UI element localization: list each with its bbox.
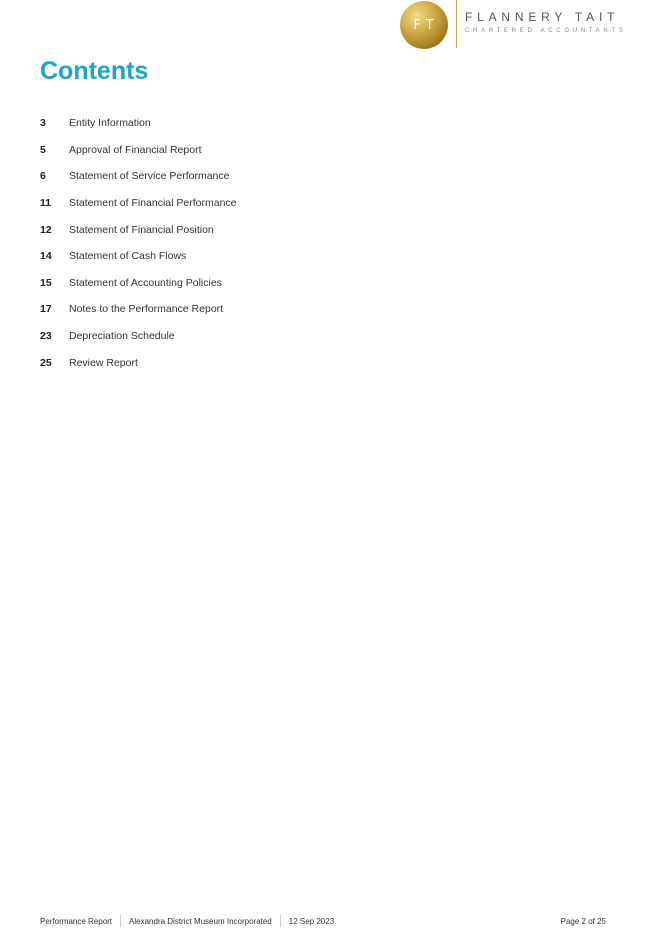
toc-entry[interactable] <box>40 163 237 190</box>
toc-page-number: 17 <box>40 303 52 316</box>
footer-divider <box>280 915 281 927</box>
logo-tagline: CHARTERED ACCOUNTANTS <box>465 28 627 34</box>
company-logo <box>398 0 645 50</box>
toc-label: Statement of Financial Position <box>69 223 214 236</box>
footer-divider <box>120 915 121 927</box>
toc-page-number: 5 <box>40 143 46 156</box>
toc-page-number: 11 <box>40 197 52 210</box>
toc-label: Statement of Accounting Policies <box>69 276 222 289</box>
logo-company-name: FLANNERY TAIT <box>465 10 620 24</box>
toc-page-number: 3 <box>40 117 46 130</box>
toc-label: Depreciation Schedule <box>69 330 175 343</box>
toc-page-number: 15 <box>40 276 52 289</box>
logo-emblem <box>400 1 448 49</box>
footer-report-name: Performance Report <box>40 916 113 926</box>
toc-entry[interactable] <box>40 296 237 323</box>
footer-page-number: Page 2 of 25 <box>560 916 606 926</box>
footer-date: 12 Sep 2023 <box>288 916 335 926</box>
toc-entry[interactable] <box>40 349 237 376</box>
page-footer <box>40 915 606 927</box>
toc-page-number: 25 <box>40 356 52 369</box>
page-title: Contents <box>40 57 149 85</box>
toc-label: Statement of Financial Performance <box>69 197 237 210</box>
toc-label: Statement of Cash Flows <box>69 250 187 263</box>
toc-page-number: 14 <box>40 250 52 263</box>
toc-page-number: 23 <box>40 330 52 343</box>
toc-label: Statement of Service Performance <box>69 170 230 183</box>
logo-initials: FT <box>413 17 439 33</box>
toc-label: Entity Information <box>69 117 151 130</box>
toc-label: Approval of Financial Report <box>69 143 202 156</box>
toc-page-number: 6 <box>40 170 46 183</box>
toc-entry[interactable] <box>40 110 237 137</box>
toc-entry[interactable] <box>40 137 237 164</box>
footer-entity-name: Alexandra District Museum Incorporated <box>129 916 272 926</box>
toc-label: Notes to the Performance Report <box>69 303 224 316</box>
toc-entry[interactable] <box>40 190 237 217</box>
toc-entry[interactable] <box>40 243 237 270</box>
toc-entry[interactable] <box>40 216 237 243</box>
toc-page-number: 12 <box>40 223 52 236</box>
toc-entry[interactable] <box>40 270 237 297</box>
toc-label: Review Report <box>69 356 138 369</box>
logo-divider <box>456 0 457 48</box>
toc-entry[interactable] <box>40 323 237 350</box>
table-of-contents <box>40 110 237 376</box>
